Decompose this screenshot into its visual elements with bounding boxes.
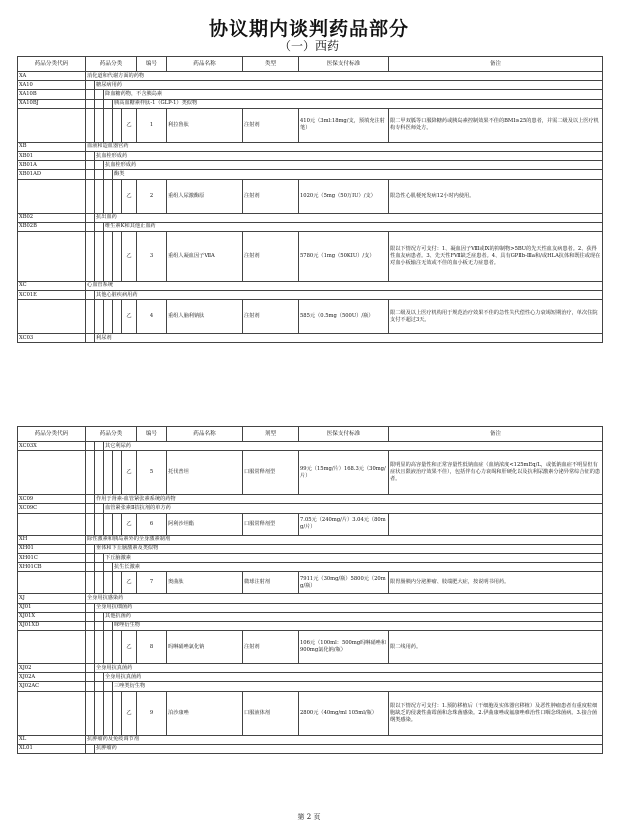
category-code: XC09C: [18, 504, 86, 513]
category-row: [18, 334, 603, 343]
category-row: [18, 664, 603, 673]
indent-cell: [86, 621, 95, 630]
indent-cell: [95, 572, 104, 594]
indent-cell: [104, 300, 113, 334]
category-name: 抗肿瘤药及免疫调节剂: [86, 735, 603, 744]
indent-cell: [95, 170, 104, 179]
indent-cell: [86, 108, 95, 142]
drug-note: 限胃肠胰内分泌肿瘤、肢端肥大症，按说明书用药。: [389, 572, 603, 594]
indent-cell: [86, 222, 95, 231]
indent-cell: [95, 673, 104, 682]
indent-cell: [86, 572, 95, 594]
drug-number: 2: [137, 179, 167, 213]
drug-note: 限明显的高容量性和正常容量性低钠血症（血钠浓度<125mEq/L，或低钠血症不明显但有症状且限液治疗效果不佳），包括伴有心力衰竭和肝硬化以及抗利尿激素分泌异常综合征的患者。: [389, 451, 603, 495]
category-row: [18, 563, 603, 572]
category-name: 垂体和下丘脑激素及类似物: [95, 544, 603, 553]
drug-name: 重组人凝血因子ⅦA: [167, 231, 243, 281]
drug-row: [18, 691, 603, 735]
indent-cell: [95, 612, 104, 621]
category-name: 咪唑衍生物: [113, 621, 603, 630]
page-number: 第 2 页: [297, 813, 321, 821]
indent-cell: [104, 621, 113, 630]
category-row: [18, 744, 603, 753]
indent-cell: [86, 231, 95, 281]
drug-number: 6: [137, 513, 167, 535]
drug-number: 8: [137, 631, 167, 664]
indent-cell: [104, 99, 113, 108]
category-row: [18, 213, 603, 222]
drug-row: [18, 179, 603, 213]
drug-note: 限急性心肌梗死发病12小时内使用。: [389, 179, 603, 213]
column-header-category: 药品分类: [86, 427, 137, 442]
indent-cell: [86, 442, 95, 451]
drug-note: 限二级及以上医疗机构用于规范治疗效果不佳的急性失代偿性心力衰竭短期治疗，单次住院支付不超过3天。: [389, 300, 603, 334]
indent-cell: [86, 631, 95, 664]
drug-form: 微球注射剂: [243, 572, 299, 594]
indent-cell: [95, 222, 104, 231]
indent-cell: [86, 170, 95, 179]
drug-grade: 乙: [122, 572, 137, 594]
category-code: XA10: [18, 81, 86, 90]
indent-cell: [86, 81, 95, 90]
category-code: [18, 631, 86, 664]
category-row: [18, 99, 603, 108]
drug-form: 注射剂: [243, 108, 299, 142]
indent-cell: [95, 631, 104, 664]
indent-cell: [95, 682, 104, 691]
category-row: [18, 594, 603, 603]
category-row: [18, 735, 603, 744]
category-row: [18, 170, 603, 179]
category-code: XJ02AC: [18, 682, 86, 691]
category-name: 抗出血药: [95, 213, 603, 222]
category-code: XC03X: [18, 442, 86, 451]
drug-grade: 乙: [122, 631, 137, 664]
indent-cell: [113, 572, 122, 594]
column-header-price: 医保支付标准: [299, 427, 389, 442]
drug-grade: 乙: [122, 179, 137, 213]
category-code: XH01C: [18, 553, 86, 562]
column-header-number: 编号: [137, 57, 167, 72]
category-name: 抗肿瘤药: [95, 744, 603, 753]
indent-cell: [113, 631, 122, 664]
category-code: XH01CB: [18, 563, 86, 572]
category-code: XB02B: [18, 222, 86, 231]
category-name: 利尿剂: [95, 334, 603, 343]
category-row: [18, 90, 603, 99]
drug-number: 7: [137, 572, 167, 594]
drug-note: 限二甲双胍等口服降糖药或胰岛素控制效果不佳的BMI≥25的患者，并需二级及以上医疗机构专科医师处方。: [389, 108, 603, 142]
drug-note: [389, 513, 603, 535]
category-code: [18, 108, 86, 142]
category-code: XL: [18, 735, 86, 744]
drug-grade: 乙: [122, 300, 137, 334]
drug-row: [18, 513, 603, 535]
column-header-note: 备注: [389, 57, 603, 72]
category-code: [18, 691, 86, 735]
column-header-note: 备注: [389, 427, 603, 442]
indent-cell: [86, 495, 95, 504]
drug-row: [18, 451, 603, 495]
category-code: [18, 513, 86, 535]
drug-table-part1: [17, 56, 603, 343]
indent-cell: [95, 504, 104, 513]
indent-cell: [95, 451, 104, 495]
category-name: 作用于肾素-血管紧张素系统的药物: [95, 495, 603, 504]
category-code: [18, 572, 86, 594]
indent-cell: [95, 179, 104, 213]
category-name: 酶类: [113, 170, 603, 179]
category-name: 抗血栓形成药: [95, 151, 603, 160]
document-title: 协议期内谈判药品部分: [208, 18, 409, 40]
drug-grade: 乙: [122, 513, 137, 535]
drug-grade: 乙: [122, 691, 137, 735]
indent-cell: [104, 179, 113, 213]
indent-cell: [95, 90, 104, 99]
category-row: [18, 291, 603, 300]
category-row: [18, 553, 603, 562]
indent-cell: [86, 563, 95, 572]
drug-note: 限以下情况方可支付：1、凝血因子Ⅷ或Ⅸ的抑制物>5BU的先天性血友病患者。2、获得性血友病患者。3、先天性FⅦ缺乏症患者。4、具有GPⅡb-Ⅲa和/或HLA抗体和既往或现在对血小板输注无效或不佳的血小板无力症患者。: [389, 231, 603, 281]
category-name: 三唑类衍生物: [113, 682, 603, 691]
drug-table-part2: [17, 426, 603, 754]
category-row: [18, 161, 603, 170]
drug-price: 5780元（1mg（50KIU）/支）: [299, 231, 389, 281]
indent-cell: [95, 563, 104, 572]
category-row: [18, 544, 603, 553]
drug-number: 3: [137, 231, 167, 281]
category-row: [18, 535, 603, 544]
category-name: 心血管系统: [86, 281, 603, 290]
category-name: 抗生长激素: [113, 563, 603, 572]
drug-number: 9: [137, 691, 167, 735]
category-name: 降血糖药物，不含胰岛素: [104, 90, 603, 99]
drug-note: 限以下情况方可支付：1.预防移植后（干细胞及实体器官移植）及恶性肿瘤患者有重度粒细胞缺乏的侵袭性曲霉菌和念珠菌感染。2.伊曲康唑或氟康唑难治性口咽念珠菌病。3.接合菌纲类感染。: [389, 691, 603, 735]
drug-form: 注射剂: [243, 231, 299, 281]
indent-cell: [86, 151, 95, 160]
drug-form: 口服液体剂: [243, 691, 299, 735]
category-row: [18, 504, 603, 513]
category-name: 全身用抗细菌药: [95, 603, 603, 612]
indent-cell: [104, 563, 113, 572]
indent-cell: [86, 544, 95, 553]
category-row: [18, 81, 603, 90]
category-row: [18, 142, 603, 151]
indent-cell: [95, 161, 104, 170]
category-row: [18, 603, 603, 612]
indent-cell: [104, 682, 113, 691]
category-code: XJ02: [18, 664, 86, 673]
indent-cell: [86, 179, 95, 213]
category-code: XJ01: [18, 603, 86, 612]
drug-name: 重组人尿激酶原: [167, 179, 243, 213]
indent-cell: [104, 691, 113, 735]
category-row: [18, 222, 603, 231]
drug-name: 重组人脑利钠肽: [167, 300, 243, 334]
category-code: XJ01XD: [18, 621, 86, 630]
category-code: XA10BJ: [18, 99, 86, 108]
column-header-name: 药品名称: [167, 427, 243, 442]
indent-cell: [86, 161, 95, 170]
indent-cell: [86, 504, 95, 513]
indent-cell: [86, 664, 95, 673]
indent-cell: [113, 179, 122, 213]
drug-name: 利拉鲁肽: [167, 108, 243, 142]
category-row: [18, 442, 603, 451]
indent-cell: [86, 603, 95, 612]
drug-price: 1020元（5mg（50万IU）/支）: [299, 179, 389, 213]
drug-row: [18, 300, 603, 334]
category-row: [18, 281, 603, 290]
indent-cell: [86, 334, 95, 343]
category-row: [18, 151, 603, 160]
indent-cell: [95, 231, 104, 281]
column-header-code: 药品分类代码: [18, 57, 86, 72]
category-row: [18, 612, 603, 621]
category-code: XH01: [18, 544, 86, 553]
category-name: 其他心脏疾病用药: [95, 291, 603, 300]
drug-price: 410元（3ml:18mg/支，预填充注射笔）: [299, 108, 389, 142]
indent-cell: [95, 108, 104, 142]
category-row: [18, 682, 603, 691]
category-code: XB: [18, 142, 86, 151]
indent-cell: [95, 300, 104, 334]
indent-cell: [86, 451, 95, 495]
category-name: 胰高血糖素样肽-1（GLP-1）类似物: [113, 99, 603, 108]
category-code: XC03: [18, 334, 86, 343]
category-name: 维生素K和其他止血药: [104, 222, 603, 231]
drug-price: 99元（15mg/片）168.3元（30mg/片）: [299, 451, 389, 495]
indent-cell: [86, 90, 95, 99]
indent-cell: [86, 213, 95, 222]
drug-form: 注射剂: [243, 179, 299, 213]
indent-cell: [86, 691, 95, 735]
drug-grade: 乙: [122, 108, 137, 142]
document-subtitle: （一）西药: [278, 39, 339, 53]
column-header-form: 类型: [243, 57, 299, 72]
indent-cell: [113, 108, 122, 142]
drug-grade: 乙: [122, 231, 137, 281]
category-name: 消化道和代谢方面的药物: [86, 72, 603, 81]
drug-price: 2800元（40mg/ml 105ml/瓶）: [299, 691, 389, 735]
category-code: XH: [18, 535, 86, 544]
drug-name: 阿利沙坦酯: [167, 513, 243, 535]
indent-cell: [104, 451, 113, 495]
category-code: XB01AD: [18, 170, 86, 179]
category-code: XC09: [18, 495, 86, 504]
indent-cell: [113, 231, 122, 281]
drug-row: [18, 631, 603, 664]
indent-cell: [95, 442, 104, 451]
drug-name: 泊沙康唑: [167, 691, 243, 735]
header-row: [18, 427, 603, 442]
category-name: 血液和造血器官药: [86, 142, 603, 151]
category-code: XC01E: [18, 291, 86, 300]
category-name: 抗血栓形成药: [104, 161, 603, 170]
indent-cell: [113, 451, 122, 495]
category-code: XC: [18, 281, 86, 290]
drug-form: 口服常释剂型: [243, 513, 299, 535]
category-name: 血管紧张素Ⅱ拮抗剂的单方药: [104, 504, 603, 513]
indent-cell: [113, 300, 122, 334]
category-name: 全身用抗真菌药: [95, 664, 603, 673]
category-code: XB01: [18, 151, 86, 160]
drug-row: [18, 108, 603, 142]
drug-number: 5: [137, 451, 167, 495]
category-code: XJ: [18, 594, 86, 603]
category-code: XL01: [18, 744, 86, 753]
drug-note: 限二线用药。: [389, 631, 603, 664]
indent-cell: [95, 553, 104, 562]
category-name: 全身用抗真菌药: [104, 673, 603, 682]
category-code: XJ02A: [18, 673, 86, 682]
drug-price: 585元（0.5mg（500U）/瓶）: [299, 300, 389, 334]
drug-price: 106元（100ml：500mg吗啉硝唑和900mg氯化钠/瓶）: [299, 631, 389, 664]
indent-cell: [104, 513, 113, 535]
drug-row: [18, 572, 603, 594]
category-row: [18, 673, 603, 682]
indent-cell: [95, 621, 104, 630]
indent-cell: [86, 513, 95, 535]
indent-cell: [104, 231, 113, 281]
category-name: 其他抗菌药: [104, 612, 603, 621]
indent-cell: [104, 108, 113, 142]
category-code: XB01A: [18, 161, 86, 170]
column-header-code: 药品分类代码: [18, 427, 86, 442]
category-code: XA10B: [18, 90, 86, 99]
header-row: [18, 57, 603, 72]
indent-cell: [86, 291, 95, 300]
category-name: 全身用抗感染药: [86, 594, 603, 603]
drug-price: 7.05元（240mg/片）3.04元（80mg/片）: [299, 513, 389, 535]
category-name: 除性激素和胰岛素外的全身激素制剂: [86, 535, 603, 544]
category-code: [18, 179, 86, 213]
category-name: 其它利尿药: [104, 442, 603, 451]
drug-number: 4: [137, 300, 167, 334]
indent-cell: [104, 572, 113, 594]
indent-cell: [104, 631, 113, 664]
drug-number: 1: [137, 108, 167, 142]
drug-form: 注射剂: [243, 300, 299, 334]
indent-cell: [86, 553, 95, 562]
column-header-name: 药品名称: [167, 57, 243, 72]
category-code: [18, 231, 86, 281]
indent-cell: [113, 691, 122, 735]
indent-cell: [95, 691, 104, 735]
indent-cell: [95, 513, 104, 535]
indent-cell: [86, 682, 95, 691]
indent-cell: [86, 99, 95, 108]
column-header-number: 编号: [137, 427, 167, 442]
indent-cell: [86, 612, 95, 621]
indent-cell: [86, 744, 95, 753]
drug-form: 注射剂: [243, 631, 299, 664]
category-code: XB02: [18, 213, 86, 222]
category-code: [18, 300, 86, 334]
drug-price: 7911元（30mg/瓶）5800元（20mg/瓶）: [299, 572, 389, 594]
category-name: 糖尿病用药: [95, 81, 603, 90]
drug-row: [18, 231, 603, 281]
drug-name: 奥曲肽: [167, 572, 243, 594]
indent-cell: [113, 513, 122, 535]
column-header-price: 医保支付标准: [299, 57, 389, 72]
drug-name: 托伐普坦: [167, 451, 243, 495]
indent-cell: [104, 170, 113, 179]
category-code: [18, 451, 86, 495]
indent-cell: [86, 673, 95, 682]
category-row: [18, 72, 603, 81]
column-header-category: 药品分类: [86, 57, 137, 72]
indent-cell: [95, 99, 104, 108]
category-code: XJ01X: [18, 612, 86, 621]
category-code: XA: [18, 72, 86, 81]
column-header-form: 剂型: [243, 427, 299, 442]
drug-form: 口服常释剂型: [243, 451, 299, 495]
indent-cell: [86, 300, 95, 334]
category-row: [18, 621, 603, 630]
category-name: 下丘脑激素: [104, 553, 603, 562]
category-row: [18, 495, 603, 504]
drug-grade: 乙: [122, 451, 137, 495]
drug-name: 吗啉硝唑氯化钠: [167, 631, 243, 664]
